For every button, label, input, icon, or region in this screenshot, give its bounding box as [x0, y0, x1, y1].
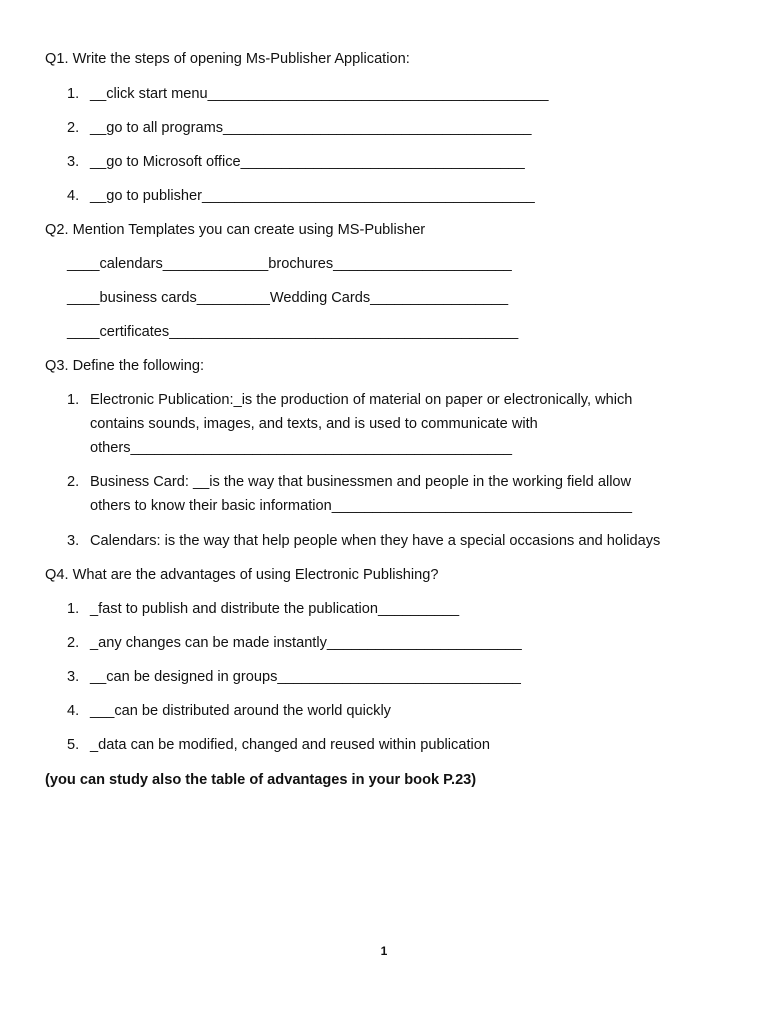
q1-item-1: __click start menu__________________________________________: [90, 86, 549, 102]
q4-item-5: _data can be modified, changed and reused within publication: [90, 737, 490, 753]
q1-item-4-number: 4.: [67, 188, 80, 204]
q1-question: Q1. Write the steps of opening Ms-Publisher Application:: [45, 51, 410, 67]
q4-item-5-number: 5.: [67, 737, 80, 753]
q2-line-2: ____business cards_________Wedding Cards_________________: [67, 290, 509, 306]
q3-item-1-line-2: contains sounds, images, and texts, and is used to communicate with: [90, 416, 538, 432]
q3-item-1-line-3: others_______________________________________________: [90, 440, 513, 456]
q3-item-1-number: 1.: [67, 392, 80, 408]
study-note: (you can study also the table of advantages in your book P.23): [45, 772, 477, 788]
q1-item-3: __go to Microsoft office___________________________________: [90, 154, 525, 170]
q3-item-2-number: 2.: [67, 474, 80, 490]
q1-item-4: __go to publisher_________________________________________: [90, 188, 535, 204]
q4-item-3-number: 3.: [67, 669, 80, 685]
q3-item-2-line-1: Business Card: __is the way that businessmen and people in the working field allow: [90, 474, 632, 490]
q3-item-2-line-2: others to know their basic information_____________________________________: [90, 498, 633, 514]
q1-item-2-number: 2.: [67, 120, 80, 136]
page-number: 1: [380, 944, 388, 958]
q3-item-1-line-1: Electronic Publication:_is the production of material on paper or electronically, which: [90, 392, 633, 408]
q1-item-2: __go to all programs______________________________________: [90, 120, 532, 136]
q4-item-1: _fast to publish and distribute the publication__________: [90, 601, 460, 617]
q4-item-4-number: 4.: [67, 703, 80, 719]
q4-item-3: __can be designed in groups______________________________: [90, 669, 521, 685]
q1-item-3-number: 3.: [67, 154, 80, 170]
q2-line-3: ____certificates___________________________________________: [67, 324, 519, 340]
q3-item-3-number: 3.: [67, 533, 80, 549]
q2-question: Q2. Mention Templates you can create using MS-Publisher: [45, 222, 426, 238]
q4-item-2: _any changes can be made instantly________________________: [90, 635, 522, 651]
q4-question: Q4. What are the advantages of using Electronic Publishing?: [45, 567, 439, 583]
q1-item-1-number: 1.: [67, 86, 80, 102]
q4-item-4: ___can be distributed around the world quickly: [90, 703, 391, 719]
q3-item-3-line-1: Calendars: is the way that help people when they have a special occasions and holidays: [90, 533, 661, 549]
q2-line-1: ____calendars_____________brochures______________________: [67, 256, 512, 272]
q4-item-1-number: 1.: [67, 601, 80, 617]
q4-item-2-number: 2.: [67, 635, 80, 651]
q3-question: Q3. Define the following:: [45, 358, 204, 374]
